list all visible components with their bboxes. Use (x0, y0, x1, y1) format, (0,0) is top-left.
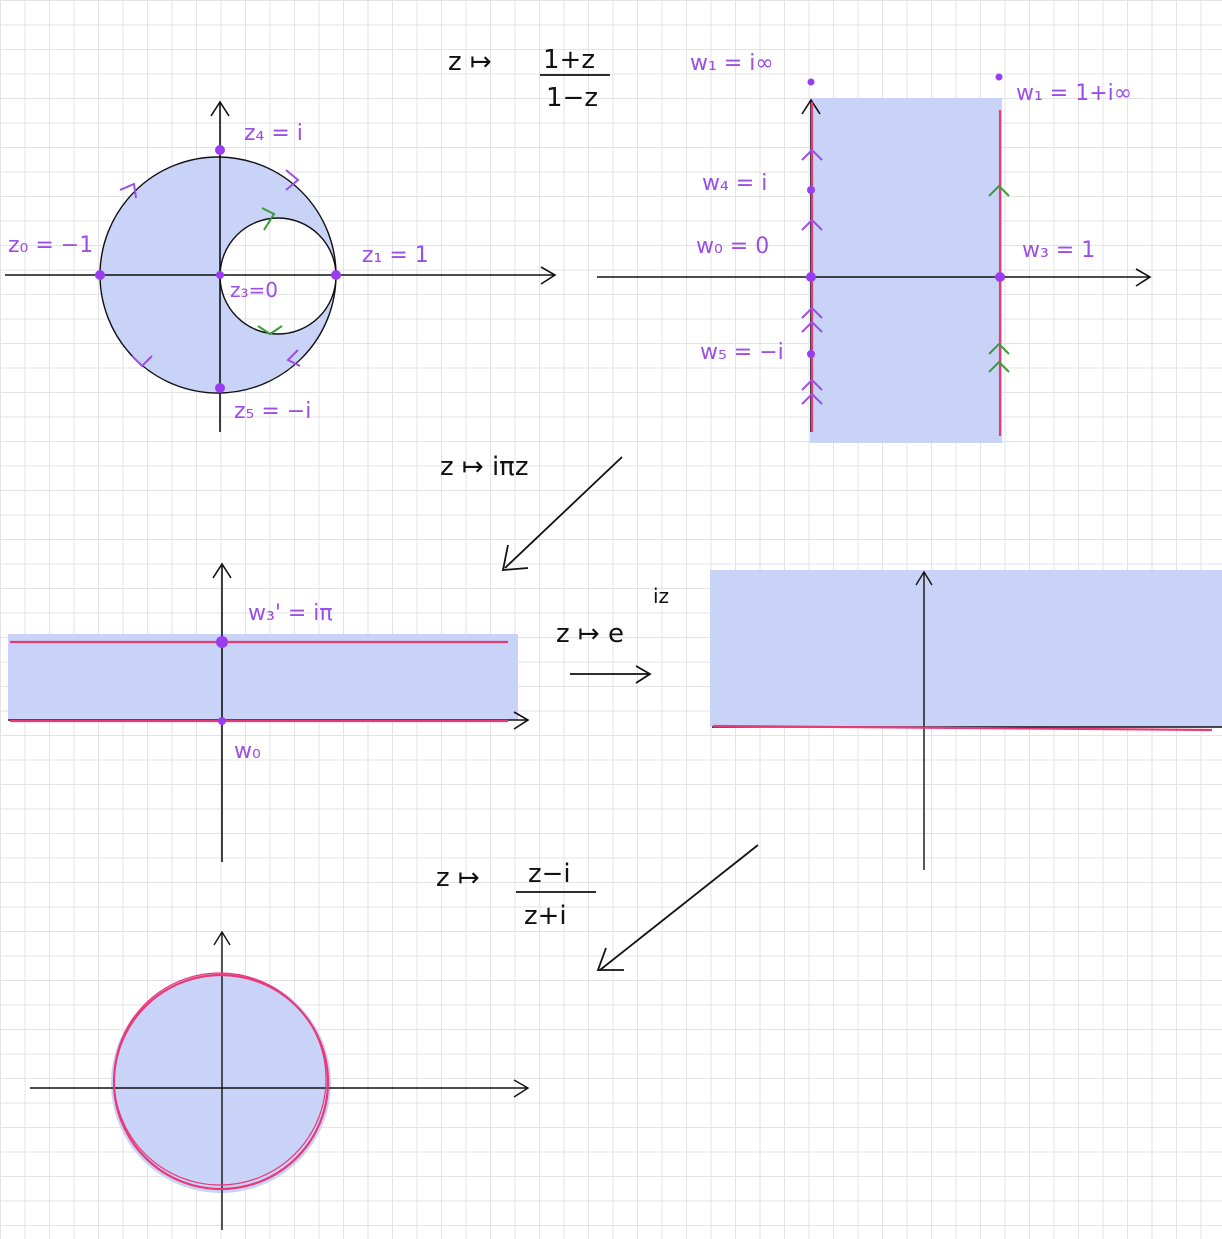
label-z5: z₅ = −i (234, 399, 312, 424)
label-z4: z₄ = i (244, 121, 303, 146)
panel-horizontal-strip (8, 564, 528, 862)
point-z5 (215, 383, 225, 393)
point-z4 (215, 145, 225, 155)
label-w3: w₃ = 1 (1022, 238, 1096, 263)
point-z3 (216, 271, 224, 279)
map-exp-exponent: iz (653, 584, 670, 608)
point-w0 (218, 717, 226, 725)
map-rotate (440, 452, 622, 570)
panel-upper-half-plane (710, 570, 1222, 870)
label-w0: w₀ = 0 (696, 234, 770, 259)
label-w0: w₀ (234, 739, 261, 764)
map-inverse-cayley-prefix: z ↦ (436, 863, 480, 893)
point-w3 (995, 272, 1005, 282)
point-w0 (806, 272, 816, 282)
map-rotate-label: z ↦ iπz (440, 452, 529, 482)
label-w1-left: w₁ = i∞ (690, 51, 774, 76)
label-z3: z₃=0 (230, 278, 278, 302)
point-w4 (807, 186, 815, 194)
panel-unit-disk (30, 932, 528, 1230)
point-w5 (807, 350, 815, 358)
map-cayley-numerator: 1+z (543, 45, 595, 75)
map-inverse-cayley (436, 845, 758, 970)
point-z0 (95, 270, 105, 280)
disk-shading (111, 973, 331, 1193)
label-w4: w₄ = i (702, 171, 768, 196)
map-cayley-prefix: z ↦ (448, 47, 492, 77)
point-z1 (331, 270, 341, 280)
point-w1-right (996, 74, 1003, 81)
panel-crescent (5, 102, 555, 432)
map-arrow (600, 845, 758, 970)
label-w3-prime: w₃' = iπ (248, 601, 333, 626)
point-w1-left (808, 79, 815, 86)
label-w5: w₅ = −i (700, 340, 784, 365)
map-exp (556, 584, 669, 683)
strip-shading (810, 98, 1002, 443)
map-inverse-cayley-numerator: z−i (528, 859, 571, 889)
map-inverse-cayley-denominator: z+i (524, 901, 567, 931)
map-exp-base: z ↦ e (556, 619, 624, 649)
point-w3-prime (216, 636, 228, 648)
label-z0: z₀ = −1 (8, 233, 94, 258)
panel-vertical-strip (597, 51, 1150, 443)
label-w1-right: w₁ = 1+i∞ (1016, 81, 1133, 106)
label-z1: z₁ = 1 (362, 243, 429, 268)
map-cayley-denominator: 1−z (546, 83, 598, 113)
half-plane-shading (710, 570, 1222, 727)
map-cayley (448, 45, 610, 113)
map-arrowhead (598, 948, 624, 970)
horizontal-strip-shading (8, 634, 518, 720)
